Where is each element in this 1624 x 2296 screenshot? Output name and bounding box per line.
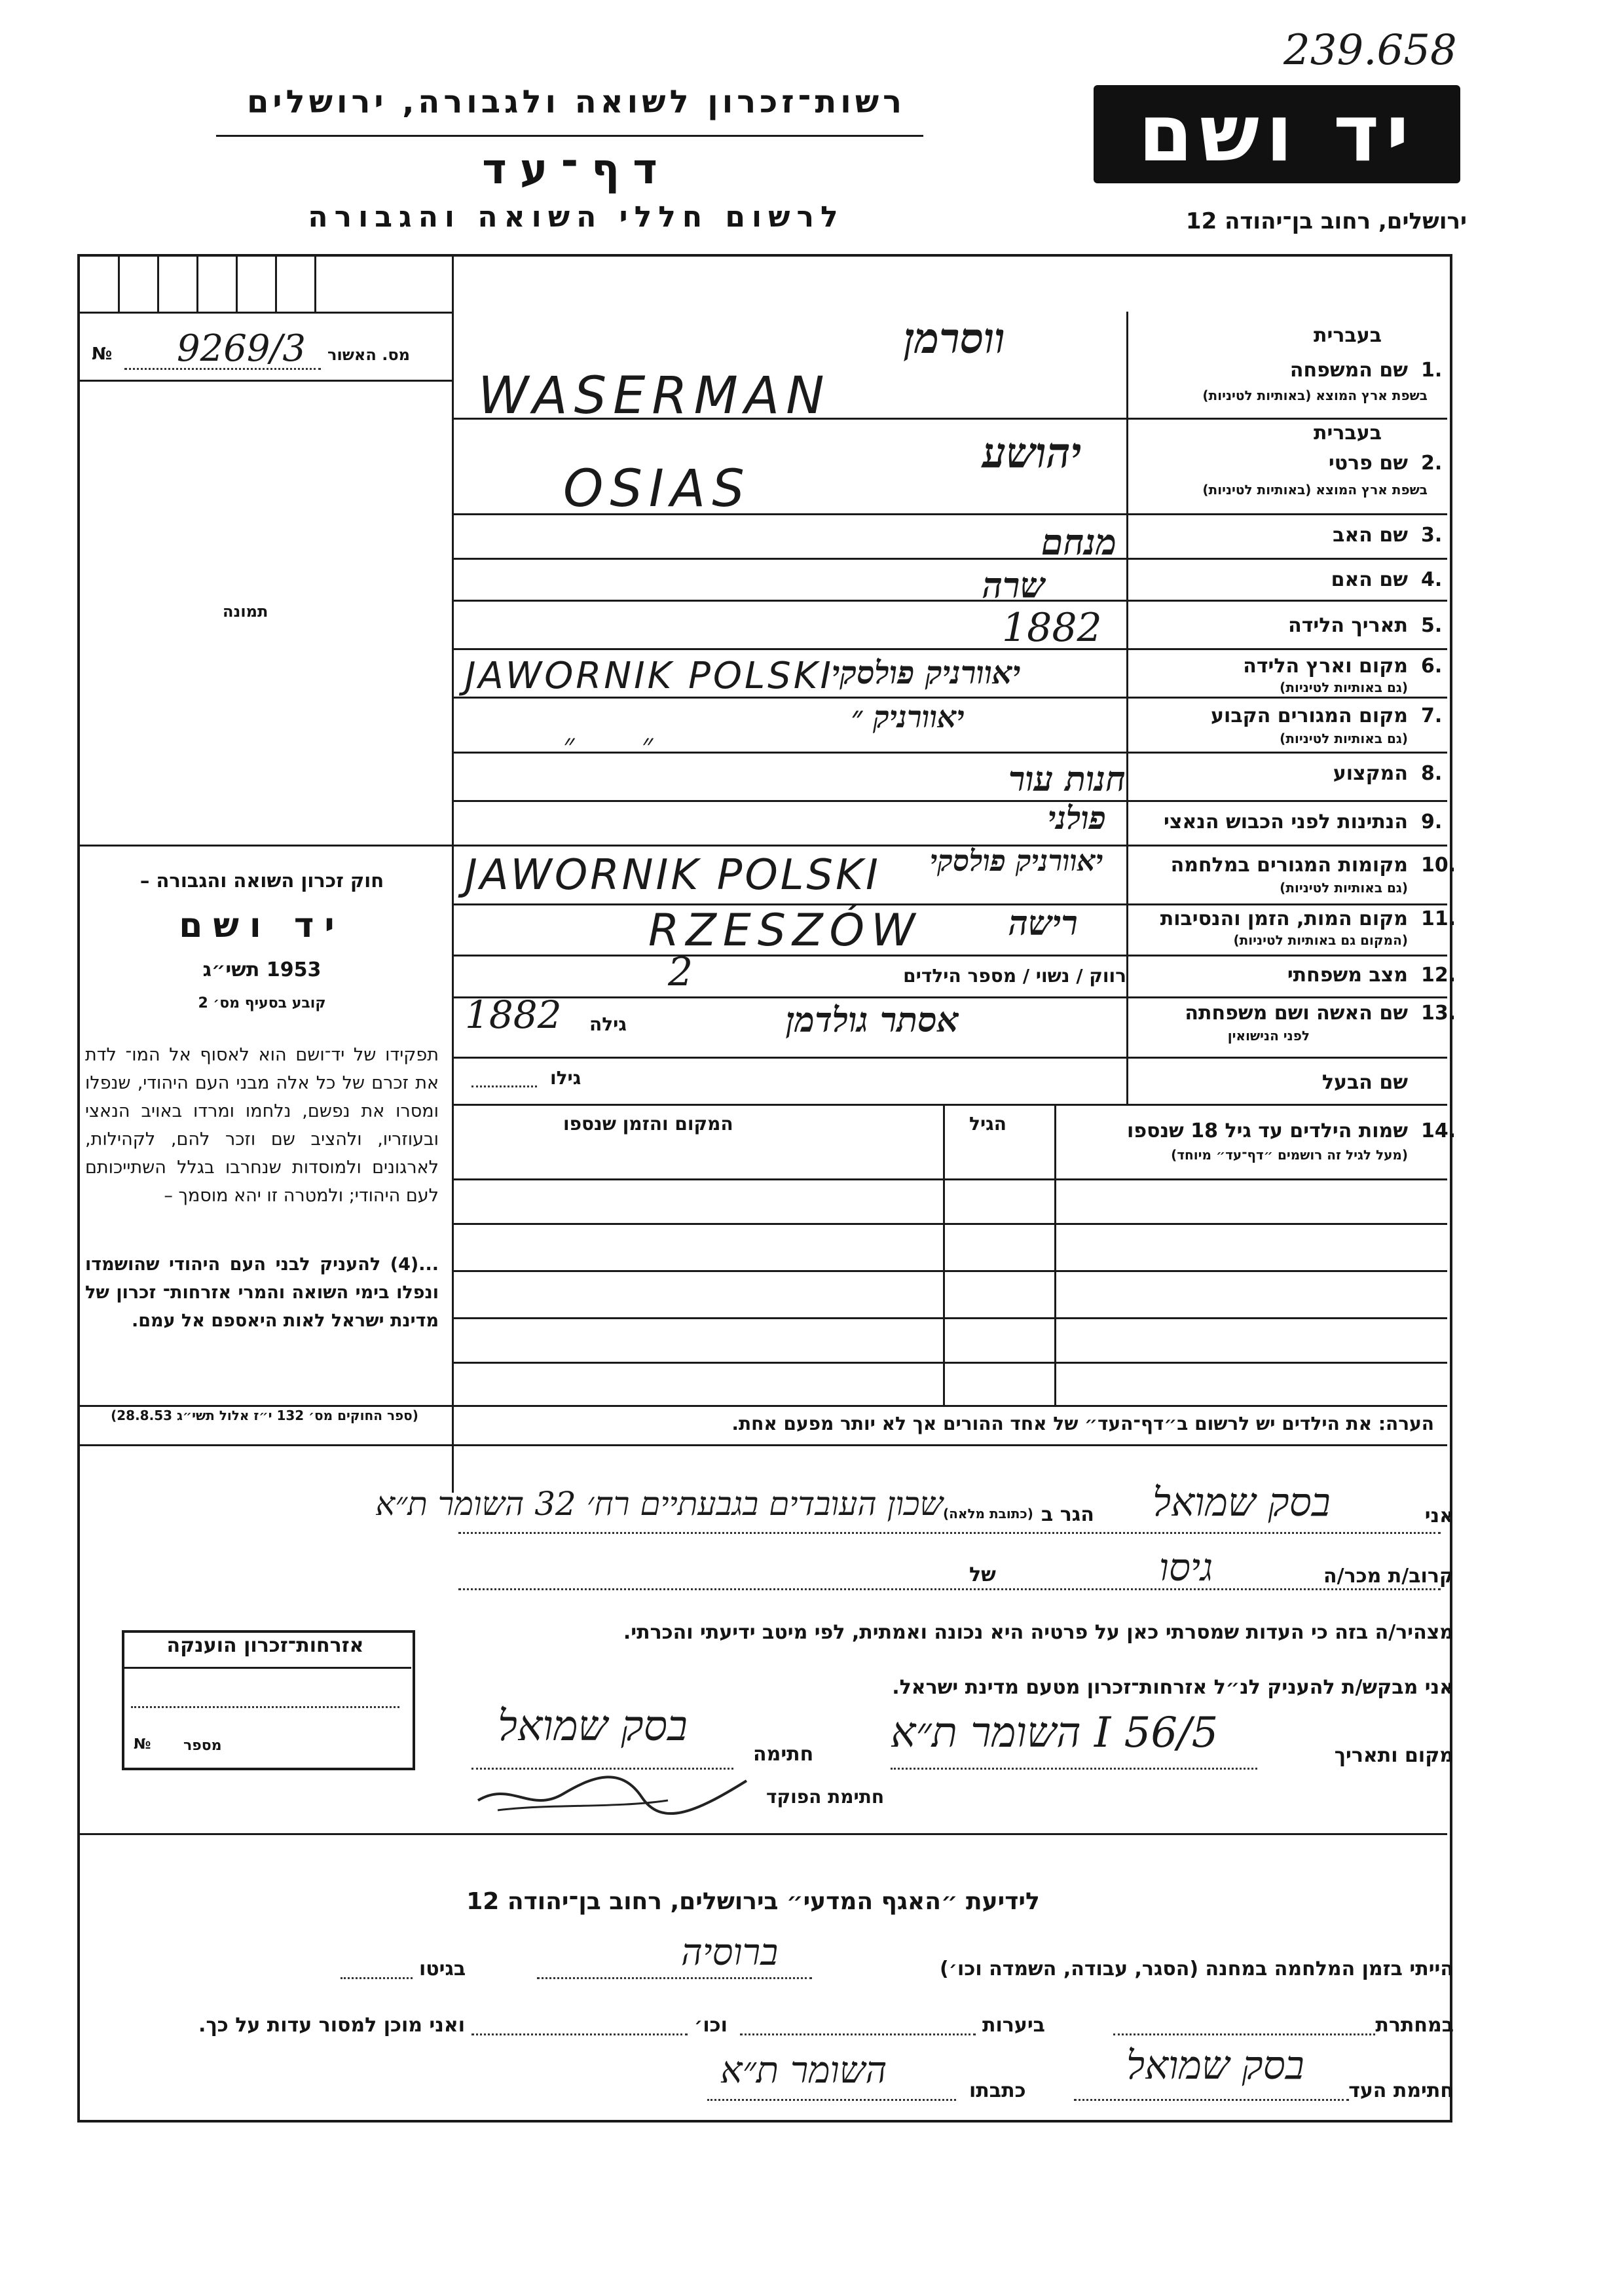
citizenship-title: אזרחות־זכרון הוענקה xyxy=(166,1634,364,1657)
f11-value-hebrew: רישה xyxy=(1008,903,1078,943)
notice-title: לידיעת ״האגף המדעי״ בירושלים, רחוב בן־יהודה 12 xyxy=(466,1888,1040,1915)
label-column-divider xyxy=(1126,312,1128,1104)
notice-etc: וכו׳ xyxy=(694,2014,728,2037)
archive-number: 239.658 xyxy=(1283,26,1457,75)
f6-sub: (גם באותיות לטיניות) xyxy=(1280,680,1408,695)
f2-hebrew-label: בעברית xyxy=(1314,422,1382,445)
f13-value: אסתר גולדמן xyxy=(786,1000,959,1040)
f11-sub: (המקום גם באותיות לטיניות) xyxy=(1233,932,1408,948)
notice-line1-value: ברוסיה xyxy=(681,1931,779,1974)
f10-sub: (גם באותיות לטיניות) xyxy=(1280,880,1408,896)
citizenship-number-label: מספר xyxy=(183,1738,222,1754)
f10-num: 10. xyxy=(1421,854,1456,877)
declare-text: מצהיר/ה בזה כי העדות שמסרתי כאן על פרטיה היא נכונה ואמתית, לפי מיטב ידיעתי והכרתי. xyxy=(623,1621,1454,1644)
f12-label: מצב משפחתי xyxy=(1287,964,1408,987)
notice-line1-label: הייתי בזמן המלחמה במחנה (הסגר, עבודה, השמדה וכו׳) xyxy=(940,1958,1454,1980)
witness-address-hint: (כתובת מלאה) xyxy=(943,1506,1033,1522)
relative-label: קרוב/ת מכר/ה xyxy=(1323,1565,1454,1588)
witness-address: שכון העובדים בגבעתיים רח׳ 32 השומר ת״א xyxy=(375,1485,943,1523)
f10-label: מקומות המגורים במלחמה xyxy=(1170,854,1408,877)
f10-value-hebrew: יאוורניק פולסקי xyxy=(930,845,1103,878)
of-label: של xyxy=(969,1563,996,1586)
authority-title: רשות־זכרון לשואה ולגבורה, ירושלים xyxy=(246,84,906,120)
f7-ditto: ״ ״ xyxy=(563,727,654,762)
notice-ghetto: בגיטו xyxy=(419,1958,466,1980)
f12-value: 2 xyxy=(668,949,693,995)
approval-suffix: № xyxy=(92,344,113,364)
law-year: 1953 תשי״ג xyxy=(202,958,322,981)
f4-label: שם האם xyxy=(1331,568,1408,591)
approval-label: מס. האשור xyxy=(327,346,410,364)
f12-options: רווק / נשוי / מספר הילדים xyxy=(903,965,1126,987)
address-line: ירושלים, רחוב בן־יהודה 12 xyxy=(1185,208,1467,234)
official-signature-scribble xyxy=(471,1761,760,1820)
f9-num: 9. xyxy=(1421,811,1443,833)
f14-col-place: המקום והזמן שנספו xyxy=(563,1113,733,1135)
law-text-1: תפקידו של יד־ושם הוא לאסוף אל המו־ לדת את זכרם של כל אלה מבני העם היהודי, שנפלו ומסרו את נפשם, נלחמו ומרדו באויב הנאצי ובעוזריו, ולהציב שם וזכר להם, לקהילות, לארגונים ולמוסדות שנחרבו בגלל השתייכותם לעם היהודי; ולמטרה זו יהא מוסמך – xyxy=(85,1045,439,1206)
f4-num: 4. xyxy=(1421,568,1443,591)
notice-address-value: השומר ת״א xyxy=(720,2049,887,2092)
f13-age-label: גילה xyxy=(589,1013,627,1035)
law-clause: קובע בסעיף מס׳ 2 xyxy=(198,995,326,1011)
f12-num: 12. xyxy=(1421,964,1456,987)
f11-value-latin: RZESZÓW xyxy=(648,905,922,957)
f6-label: מקום וארץ הלידה xyxy=(1243,655,1408,678)
form-title: דף־עד xyxy=(482,145,671,194)
f7-sub: (גם באותיות לטיניות) xyxy=(1280,731,1408,746)
f1-sub: בשפת ארץ המוצא (באותיות לטיניות) xyxy=(1202,388,1428,403)
husband-label: שם הבעל xyxy=(1321,1071,1408,1094)
f13-sub: לפני הנישואין xyxy=(1227,1028,1310,1044)
remark-text: הערה: את הילדים יש לרשום ב״דף־העד״ של אחד ההורים אך לא יותר מפעם אחת. xyxy=(731,1413,1434,1434)
f14-sub: (מעל לגיל זה רושמים ״דף־עד״ מיוחד) xyxy=(1171,1147,1408,1163)
f11-num: 11. xyxy=(1421,907,1456,930)
f7-value: יאוורניק ״ xyxy=(851,699,965,735)
witness-i-label: אני xyxy=(1424,1504,1454,1527)
f7-num: 7. xyxy=(1421,704,1443,727)
notice-hiding: במחתרת xyxy=(1375,2014,1454,2037)
f6-value-latin: JAWORNIK POLSKI xyxy=(465,655,834,697)
photo-label: תמונה xyxy=(223,602,268,621)
approval-number: 9269/3 xyxy=(177,327,306,370)
f5-value: 1882 xyxy=(1002,605,1102,651)
form-subtitle: לרשום חללי השואה והגבורה xyxy=(308,200,845,234)
place-date-value: 5/I 56 השומר ת״א xyxy=(891,1709,1219,1757)
notice-ready: ואני מוכן למסור עדות על כך. xyxy=(198,2014,465,2037)
request-text: אני מבקש/ת להעניק לנ״ל אזרחות־זכרון מטעם מדינת ישראל. xyxy=(892,1676,1454,1699)
f10-value-latin: JAWORNIK POLSKI xyxy=(465,851,881,900)
left-column-divider xyxy=(452,255,454,1493)
header-underline xyxy=(216,135,923,137)
f3-value: מנחם xyxy=(1041,521,1117,563)
citizenship-number-suffix: № xyxy=(134,1736,151,1753)
f6-num: 6. xyxy=(1421,655,1443,678)
f5-label: תאריך הלידה xyxy=(1288,614,1408,637)
f4-value: שרה xyxy=(982,564,1045,606)
f14-col-age: הגיל xyxy=(969,1113,1006,1135)
f14-num: 14. xyxy=(1421,1120,1456,1142)
f1-label: שם המשפחה xyxy=(1289,359,1408,382)
f2-value-hebrew: יהושע xyxy=(982,429,1082,478)
f3-label: שם האב xyxy=(1333,524,1408,547)
law-title: חוק זכרון השואה והגבורה – xyxy=(139,869,384,892)
notice-address-label: כתבתו xyxy=(969,2079,1026,2102)
f5-num: 5. xyxy=(1421,614,1443,637)
law-citation: (ספר החוקים מס׳ 132 י״ז אלול תשי״ג 28.8.53) xyxy=(111,1408,418,1423)
f3-num: 3. xyxy=(1421,524,1443,547)
f1-value-hebrew: ווסרמן xyxy=(904,314,1005,363)
signature-label: חתימה xyxy=(753,1743,814,1766)
yad-vashem-logo: יד ושם xyxy=(1094,85,1460,183)
witness-name: בסק שמואל xyxy=(1153,1480,1331,1525)
f14-label: שמות הילדים עד גיל 18 שנספו xyxy=(1127,1120,1408,1142)
husband-age-label: גילו xyxy=(550,1067,581,1089)
f6-value-hebrew: יאוורניק פולסקי xyxy=(832,655,1021,691)
f2-label: שם פרטי xyxy=(1328,452,1408,475)
law-text-2: ...(4) להעניק לבני העם היהודי שהושמדו ונפלו בימי השואה והמרי אזרחות־ זכרון של מדינת ישראל לאות היאספם אל עמם. xyxy=(85,1254,439,1331)
witness-residing-label: הגר ב xyxy=(1041,1503,1094,1526)
f8-label: המקצוע xyxy=(1333,762,1408,785)
f13-label: שם האשה ושם משפחתה xyxy=(1185,1002,1408,1025)
f2-num: 2. xyxy=(1421,452,1443,475)
f8-num: 8. xyxy=(1421,762,1443,785)
f1-hebrew-label: בעברית xyxy=(1314,324,1382,347)
f7-label: מקום המגורים הקבוע xyxy=(1211,704,1408,727)
law-name: יד ושם xyxy=(179,906,345,945)
f1-value-latin: WASERMAN xyxy=(478,367,831,426)
signature-value: בסק שמואל xyxy=(498,1702,688,1751)
notice-sign-label: חתימת העד xyxy=(1348,2079,1454,2102)
f1-num: 1. xyxy=(1421,359,1443,382)
f11-label: מקום המות, הזמן והנסיבות xyxy=(1160,907,1408,930)
f13-age-value: 1882 xyxy=(465,993,562,1037)
f2-sub: בשפת ארץ המוצא (באותיות לטיניות) xyxy=(1202,482,1428,498)
f9-label: הנתינות לפני הכבוש הנאצי xyxy=(1164,811,1408,833)
notice-sign-value: בסק שמואל xyxy=(1126,2043,1304,2088)
official-signature-label: חתימת הפוקד xyxy=(766,1786,885,1808)
f13-num: 13. xyxy=(1421,1002,1456,1025)
relation-value: גיסו xyxy=(1159,1545,1213,1590)
f9-value: פולני xyxy=(1048,800,1107,837)
place-date-label: מקום ותאריך xyxy=(1334,1744,1454,1767)
notice-forests: ביערות xyxy=(982,2014,1045,2037)
f2-value-latin: OSIAS xyxy=(563,460,751,519)
f8-value: חנות עור xyxy=(1008,759,1126,799)
